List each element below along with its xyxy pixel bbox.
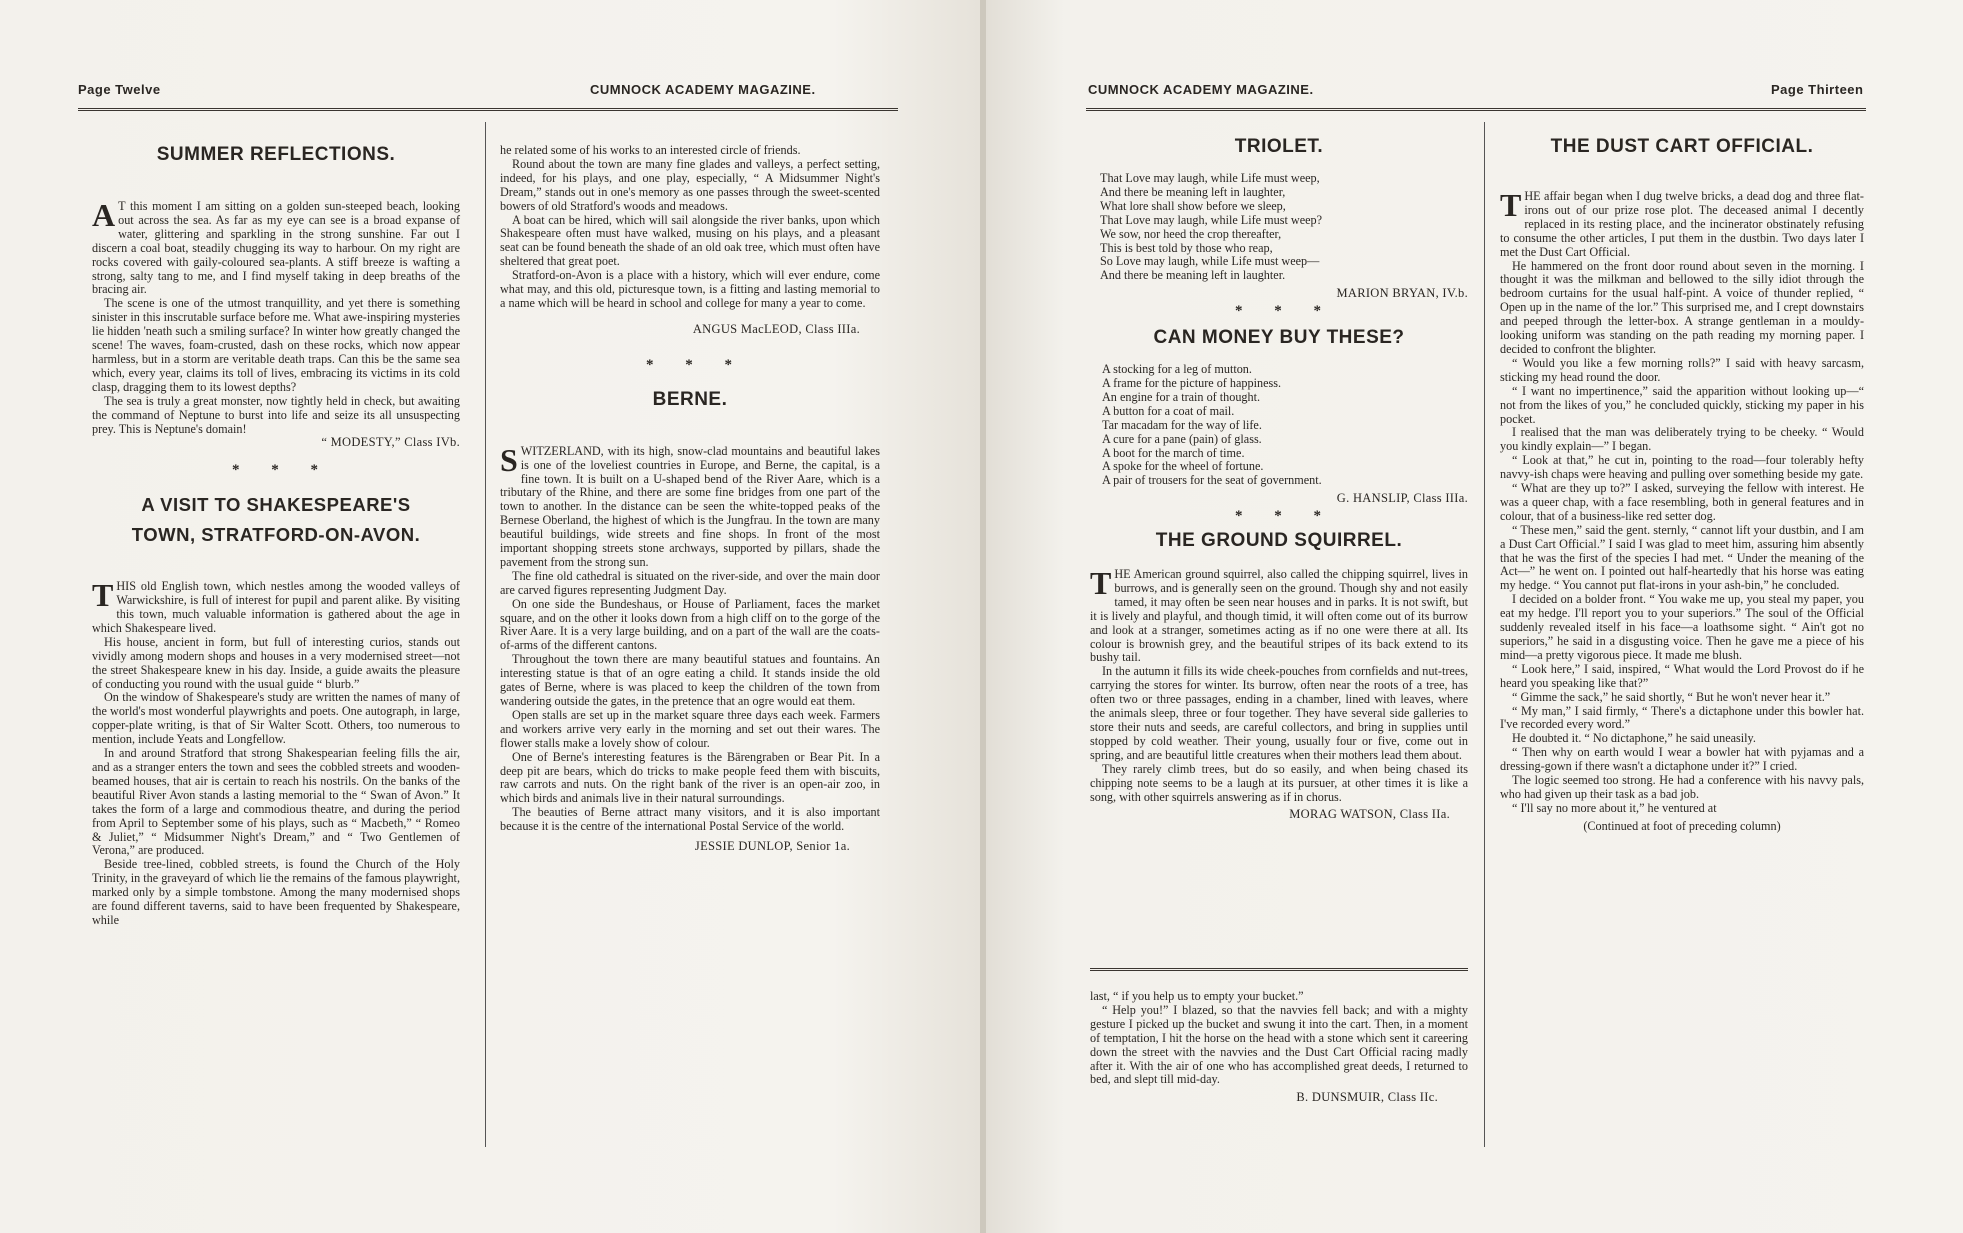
poem-line: A cure for a pane (pain) of glass. (1102, 431, 1262, 446)
paragraph: he related some of his works to an interested circle of friends. (500, 143, 801, 157)
paragraph: SWITZERLAND, with its high, snow-clad mountains and beautiful lakes is one of the loveliest countries in Europe, and Berne, the capital, is a fine town. It is built on a U-shaped bend of the River Aare, which is a tributary of the Rhine, and there are some fine bridges from one part of the town to another. In the distance can be seen the white-topped peaks of the Bernese Oberland, the highest of which is the Jungfrau. In the town are many beautiful buildings, wide streets and fine shops. In front of the most important shopping streets stone archways, supported by pillars, shade the pavement from the strong sun. (500, 441, 880, 569)
paragraph: A T this moment I am sitting on a golden sun-steeped beach, looking out across the sea. As far as my eye can see is a broad expanse of water, glittering and sparkling in the strong sunshine. Far out I discern a coal boat, steadily chugging its way to harbour. On my right are rocks covered with gaily-coloured sea-plants. A stiff breeze is wafting a strong, salty tang to me, and I find myself taking in deep breaths of the bracing air. (92, 197, 460, 297)
paragraph: THE American ground squirrel, also called the chipping squirrel, lives in burrows, and is generally seen on the ground. Though shy and not easily tamed, it may often be seen near houses and in parks. It is not swift, but it is lively and playful, and though timid, it will often come out of its burrow and look at a stranger, sometimes acting as if no one were there at all. Its colour is brownish grey, and the beautiful stripes of its back extend to its bushy tail. (1090, 565, 1468, 665)
continued-note: (Continued at foot of preceding column) (1583, 818, 1781, 833)
poem-line: A frame for the picture of happiness. (1102, 375, 1282, 390)
paragraph: His house, ancient in form, but full of interesting curios, stands out vividly among modern shops and houses in a very modernised street—not the street Shakespeare knew in his day. Inside, a guide awaits the pleasure of conducting you round with the usual guide “ blurb.” (92, 634, 460, 691)
article-title-summer: SUMMER REFLECTIONS. (156, 144, 396, 165)
paragraph: “ My man,” I said firmly, “ There's a dictaphone under this bowler hat. I've recorded every word.” (1500, 703, 1864, 732)
poem-line: And there be meaning left in laughter, (1100, 184, 1286, 199)
drop-cap: T (1500, 187, 1522, 223)
paragraph: “ These men,” said the gent. sternly, “ cannot lift your dustbin, and I am a Dust Cart Official.” I said I was glad to meet him, assuring him absently that he was the first of the species I had met. “ Under the meaning of the Act—” he went on. I pointed out half-heartedly that his horse was eating my hedge. “ You cannot put flat-irons in your ash-bin,” he concluded. (1500, 522, 1864, 593)
paragraph: last, “ if you help us to empty your bucket.” (1090, 989, 1304, 1003)
paragraph: In and around Stratford that strong Shakespearian feeling fills the air, and as a stranger enters the town and sees the cobbled streets and wooden-beamed houses, that air is certain to reach his nostrils. On the banks of the beautiful River Avon stands a lasting memorial to the “ Swan of Avon.” It takes the form of a large and commodious theatre, and during the period from April to September some of his plays, such as “ Macbeth,” “ Romeo & Juliet,” “ Midsummer Night's Dream,” and “ Two Gentlemen of Verona,” are produced. (92, 746, 460, 858)
magazine-title: CUMNOCK ACADEMY MAGAZINE. (590, 82, 816, 97)
paragraph: “ What are they up to?” I asked, surveying the fellow with interest. He was a queer chap, with a face resembling, both in general features and in colour, that of a business-like red setter dog. (1500, 481, 1864, 523)
paragraph: A boat can be hired, which will sail alongside the river banks, upon which Shakespeare often must have walked, musing on his plays, and a pleasant seat can be found beneath the shade of an old oak tree, which must often have sheltered that great poet. (500, 212, 880, 269)
author-byline: B. DUNSMUIR, Class IIc. (1296, 1090, 1438, 1105)
poem-line: What lore shall show before we sleep, (1100, 198, 1286, 213)
drop-cap: T (1090, 565, 1112, 602)
poem-line: A stocking for a leg of mutton. (1102, 362, 1252, 377)
drop-cap: T (92, 577, 114, 614)
paragraph: On one side the Bundeshaus, or House of Parliament, faces the market square, and on the other it looks down from a high cliff on to the gorge of the River Aare. It is a very large building, and on a part of the wall are the coats-of-arms of the different cantons. (500, 596, 880, 653)
paragraph: “ Would you like a few morning rolls?” I said with heavy sarcasm, sticking my head round the door. (1500, 355, 1864, 384)
left-page (0, 0, 980, 1233)
poem-line: And there be meaning left in laughter. (1100, 268, 1286, 283)
page-label: Page Thirteen (1771, 82, 1864, 97)
paragraph: I realised that the man was deliberately trying to be cheeky. “ Would you kindly explain—” I began. (1500, 425, 1864, 454)
left-column-1 (92, 142, 460, 928)
author-byline: “ MODESTY,” Class IVb. (321, 435, 460, 450)
right-column-2 (1500, 134, 1864, 834)
poem-line: This is best told by those who reap, (1100, 240, 1273, 255)
paragraph: “ Look here,” I said, inspired, “ What would the Lord Provost do if he heard you speaking like that?” (1500, 661, 1864, 690)
paragraph: I decided on a bolder front. “ You wake me up, you steal my paper, you eat my hedge. I'll report you to your superiors.” The soul of the Official suddenly revealed itself in his face—a loathsome sight. “ Ain't got no superiors,” he said in a disgusting voice. Then he gave me a piece of his mind—a pretty vigorous piece. It made me blush. (1500, 592, 1864, 662)
paragraph: On the window of Shakespeare's study are written the names of many of the world's most wonderful playwrights and poets. One autograph, in large, copper-plate writing, is that of Sir Walter Scott. Others, too numerous to mention, include Yeats and Longfellow. (92, 690, 460, 747)
article-title-shakespeare-2: TOWN, STRATFORD-ON-AVON. (131, 524, 421, 546)
paragraph: Stratford-on-Avon is a place with a history, which will ever endure, come what may, and this old, picturesque town, is a fitting and lasting memorial to a name which will be heard in school and college for many a year to come. (500, 268, 880, 310)
header-rule (1086, 108, 1866, 111)
paragraph: The sea is truly a great monster, now tightly held in check, but awaiting the command of Neptune to burst into life and seize its all unsuspecting prey. This is Neptune's domain! (92, 393, 460, 436)
paragraph: Beside tree-lined, cobbled streets, is found the Church of the Holy Trinity, in the graveyard of which lie the remains of the famous playwright, marked only by a simple tombstone. Among the many modernised shops are found different taverns, said to have been frequented by Shakespeare, while (92, 857, 460, 927)
poem-line: We sow, nor heed the crop thereafter, (1100, 226, 1282, 241)
poem-line: That Love may laugh, while Life must weep, (1100, 171, 1320, 185)
poem-money (1090, 363, 1468, 488)
paragraph: “ Then why on earth would I wear a bowler hat with pyjamas and a dressing-gown if there wasn't a dictaphone under it?” I cried. (1500, 745, 1864, 774)
left-column-2 (500, 144, 880, 854)
paragraph: THIS old English town, which nestles among the wooded valleys of Warwickshire, is full of interest for pupil and parent alike. By visiting this town, much valuable information is gathered about the age in which Shakespeare lived. (92, 577, 460, 635)
author-byline: JESSIE DUNLOP, Senior 1a. (694, 839, 850, 854)
section-rule (1090, 968, 1468, 971)
paragraph: The beauties of Berne attract many visitors, and it is also important because it is the centre of the international Postal Service of the world. (500, 805, 880, 834)
paragraph: “ I'll say no more about it,” he ventured at (1512, 800, 1717, 815)
section-separator: * * * (646, 356, 746, 373)
author-byline: G. HANSLIP, Class IIIa. (1336, 491, 1468, 506)
paragraph: “ Gimme the sack,” he said shortly, “ But he won't never hear it.” (1512, 689, 1831, 704)
drop-cap: A (92, 197, 116, 233)
paragraph: They rarely climb trees, but do so easily, and when being chased its chipping note seems to be a laugh at its pursuer, at other times it is like a song, with other squirrels answering as if in chorus. (1090, 761, 1468, 804)
author-byline: MARION BRYAN, IV.b. (1336, 286, 1468, 301)
paragraph: Open stalls are set up in the market square three days each week. Farmers and workers arrive very early in the morning and set out their wares. The flower stalls make a lovely show of colour. (500, 707, 880, 750)
column-divider (485, 122, 486, 1147)
paragraph: The logic seemed too strong. He had a conference with his navvy pals, who had given up their task as a bad job. (1500, 773, 1864, 801)
page-label: Page Twelve (78, 82, 161, 97)
paragraph: The fine old cathedral is situated on the river-side, and over the main door are carved figures representing Judgment Day. (500, 568, 880, 597)
poem-line: So Love may laugh, while Life must weep— (1100, 254, 1320, 269)
paragraph: He doubted it. “ No dictaphone,” he said uneasily. (1512, 731, 1756, 746)
poem-line: Tar macadam for the way of life. (1102, 417, 1262, 432)
right-column-1-continuation (1090, 990, 1468, 1105)
article-title-berne: BERNE. (652, 388, 728, 410)
paragraph: The scene is one of the utmost tranquillity, and yet there is something sinister in this inscrutable surface before me. What awe-inspiring mysteries lie hidden 'neath such a smiling surface? In winter how greatly changed the scene! The waves, foam-crusted, dash on these rocks, which now appear harmless, but in a storm are veritable death traps. Can this be the same sea which, every year, claims its toll of lives, embracing its victims in its cold clasp, dragging them to its lowest depths? (92, 296, 460, 394)
section-separator: * * * (1235, 508, 1335, 525)
magazine-title: CUMNOCK ACADEMY MAGAZINE. (1088, 82, 1314, 97)
article-title-dustcart: THE DUST CART OFFICIAL. (1550, 136, 1814, 157)
paragraph: “ Help you!” I blazed, so that the navvies fell back; and with a mighty gesture I picked up the bucket and swung it into the cart. Then, in a moment of temptation, I hit the horse on the head with a stone which sent it careering down the street with the navvies and the Dust Cart Official racing madly after it. With the air of one who has accomplished great deeds, I returned to bed, and slept till mid-day. (1090, 1002, 1468, 1087)
author-byline: MORAG WATSON, Class IIa. (1289, 807, 1450, 822)
paragraph: He hammered on the front door round about seven in the morning. I thought it was the milkman and bellowed to the silly idiot through the bedroom curtains for the usual half-pint. A voice of thunder replied, “ Open up in the name of the lor.” This surprised me, and I crept downstairs and peeped through the letter-box. A strange gentleman in a mouldy-looking uniform was standing on the path reading my morning paper. I decided to confront the blighter. (1500, 258, 1864, 356)
poem-line: A boot for the march of time. (1102, 445, 1245, 460)
poem-line: A pair of trousers for the seat of government. (1102, 473, 1322, 488)
poem-line: A button for a coat of mail. (1102, 403, 1235, 418)
article-title-triolet: TRIOLET. (1234, 136, 1324, 157)
paragraph: THE affair began when I dug twelve bricks, a dead dog and three flat-irons out of our prize rose plot. The deceased animal I decently replaced in its resting place, and the incinerator obstinately refusing to consume the other articles, I put them in the dustbin. Two days later I met the Dust Cart Official. (1500, 187, 1864, 259)
paragraph: Throughout the town there are many beautiful statues and fountains. An interesting statue is that of an ogre eating a child. It stands inside the old gates of Berne, where is was placed to keep the children of the town from wandering outside the gates, in the pretence that an ogre would eat them. (500, 652, 880, 708)
paragraph: “ Look at that,” he cut in, pointing to the road—four tolerably hefty navvy-ish chaps were heaving and pulling over something beside my gate. (1500, 453, 1864, 482)
column-divider (1484, 122, 1485, 1147)
poem-line: A spoke for the wheel of fortune. (1102, 459, 1264, 474)
article-title-squirrel: THE GROUND SQUIRREL. (1155, 530, 1403, 552)
poem-triolet (1090, 172, 1468, 283)
article-title-money: CAN MONEY BUY THESE? (1153, 327, 1405, 349)
author-byline: ANGUS MacLEOD, Class IIIa. (692, 321, 860, 336)
header-rule (78, 108, 898, 111)
section-separator: * * * (232, 462, 332, 479)
right-column-1 (1090, 134, 1468, 822)
paragraph: Round about the town are many fine glades and valleys, a perfect setting, indeed, for his plays, and one play, especially, “ A Midsummer Night's Dream,” stands out in one's memory as one passes through the sweet-scented bowers of old Stratford's woods and meadows. (500, 156, 880, 213)
paragraph: “ I want no impertinence,” said the apparition without looking up—“ not from the likes of you,” he concluded quickly, sticking my paper in his pocket. (1500, 383, 1864, 426)
section-separator: * * * (1235, 303, 1335, 320)
right-page (986, 0, 1963, 1233)
poem-line: An engine for a train of thought. (1102, 389, 1261, 404)
poem-line: That Love may laugh, while Life must weep? (1100, 212, 1323, 227)
paragraph: In the autumn it fills its wide cheek-pouches from cornfields and nut-trees, carrying the stores for winter. Its burrow, often near the roots of a tree, has often two or three passages, ending in a chamber, lined with leaves, where the animals sleep, three or four together. They have several side galleries to store their nuts and seeds, are careful collectors, and bring in supplies until stopped by cold weather. Their young, usually four or five, come out in spring, and are beautiful little creatures when their mothers lead them about. (1090, 664, 1468, 762)
article-title-shakespeare-1: A VISIT TO SHAKESPEARE'S (141, 494, 411, 516)
paragraph: One of Berne's interesting features is the Bärengraben or Bear Pit. In a deep pit are bears, which do tricks to make people feed them with biscuits, raw carrots and nuts. On the right bank of the river is an open-air zoo, in which birds and animals live in their natural surroundings. (500, 749, 880, 806)
drop-cap: S (500, 441, 518, 478)
